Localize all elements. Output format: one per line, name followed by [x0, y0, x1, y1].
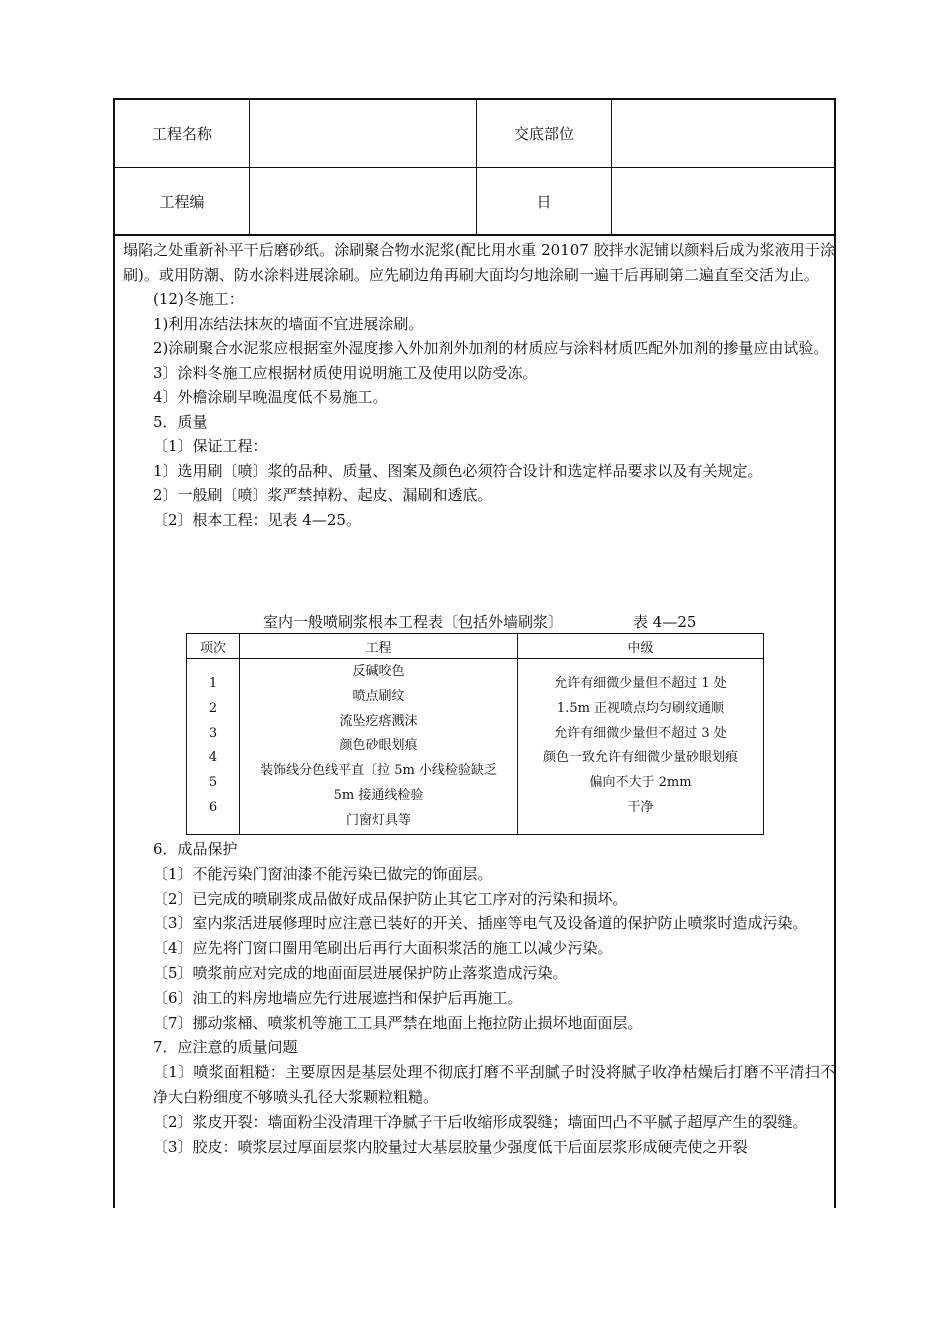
paragraph: 〔1〕保证工程：: [153, 437, 268, 455]
spec-index: 1: [208, 676, 218, 691]
spec-header-grade: 中级: [627, 640, 654, 656]
paragraph: (12)冬施工：: [153, 290, 244, 308]
spec-item-list: [240, 660, 517, 834]
table-title: 室内一般喷刷浆根本工程表〔包括外墙刷浆〕: [263, 613, 564, 631]
section-heading: 7．应注意的质量问题: [153, 1038, 298, 1057]
spec-item: 5m 接通线检验: [333, 787, 424, 803]
spec-item: 喷点刷纹: [352, 688, 405, 704]
project-name-value[interactable]: [250, 100, 476, 167]
spec-grade: 允许有细微少量但不超过 3 处: [554, 725, 727, 741]
paragraph: 〔7〕挪动浆桶、喷浆机等施工工具严禁在地面上拖拉防止损坏地面面层。: [153, 1013, 643, 1032]
spec-grade: 1.5m 正视喷点均匀刷纹通顺: [556, 700, 725, 716]
paragraph: 〔4〕应先将门窗口圈用笔刷出后再行大面积浆活的施工以减少污染。: [153, 939, 613, 958]
spec-grade: 允许有细微少量但不超过 1 处: [554, 676, 727, 691]
location-value[interactable]: [612, 100, 836, 167]
section-heading: 5．质量: [153, 412, 208, 431]
spec-item: 颜色砂眼划痕: [339, 738, 418, 754]
paragraph: 〔3〕胶皮：喷浆层过厚面层浆内胶量过大基层胶量少强度低干后面层浆形成硬壳使之开裂: [153, 1137, 748, 1156]
paragraph: 〔2〕已完成的喷刷浆成品做好成品保护防止其它工序对的污染和损坏。: [153, 889, 628, 908]
paragraph: 〔1〕喷浆面粗糙：主要原因是基层处理不彻底打磨不平刮腻子时没将腻子收净枯燥后打磨不平清扫不净大白粉细度不够喷头孔径大浆颗粒粗糙。: [153, 1063, 835, 1106]
spec-item: 门窗灯具等: [345, 812, 411, 828]
body-text: [123, 238, 835, 532]
header-table: [115, 100, 836, 236]
date-label: 日: [536, 192, 552, 211]
project-name-label: 工程名称: [151, 125, 212, 143]
project-no-label: 工程编: [159, 192, 205, 211]
spec-index: 3: [208, 725, 218, 741]
spec-header-index: 项次: [199, 640, 226, 656]
spec-index: 5: [208, 775, 218, 791]
spec-index: 6: [208, 799, 218, 815]
section-heading: 6．成品保护: [153, 840, 238, 858]
spec-index: 2: [208, 700, 218, 716]
table-caption: [263, 611, 696, 632]
project-no-value[interactable]: [250, 168, 476, 234]
spec-index-list: [187, 672, 239, 821]
spec-grade: 干净: [627, 799, 654, 815]
location-label: 交底部位: [513, 125, 574, 143]
paragraph: 2)涂刷聚合水泥浆应根据室外湿度掺入外加剂外加剂的材质应与涂料材质匹配外加剂的掺量应由试验。: [153, 339, 829, 357]
date-value[interactable]: [612, 168, 836, 234]
spec-item: 反碱咬色: [352, 664, 405, 679]
paragraph: 1〕选用刷〔喷〕浆的品种、质量、图案及颜色必须符合设计和选定样品要求以及有关规定。: [153, 461, 763, 480]
paragraph: 〔2〕浆皮开裂：墙面粉尘没清理干净腻子干后收缩形成裂缝；墙面凹凸不平腻子超厚产生的裂缝。: [153, 1112, 808, 1131]
paragraph: 3〕涂料冬施工应根据材质使用说明施工及使用以防受冻。: [153, 363, 538, 382]
table-number: 表 4—25: [633, 613, 697, 631]
spec-item: 装饰线分色线平直〔拉 5m 小线检验缺乏: [260, 763, 497, 779]
spec-grade: 偏向不大于 2mm: [589, 775, 692, 791]
paragraph: 4〕外檐涂刷早晚温度低不易施工。: [153, 388, 388, 406]
document-frame: [113, 98, 836, 1208]
paragraph: 〔5〕喷浆前应对完成的地面面层进展保护防止落浆造成污染。: [153, 963, 568, 982]
spec-header-item: 工程: [365, 640, 392, 656]
spec-col-item: [240, 634, 517, 834]
spec-grade-list: [518, 672, 763, 821]
paragraph: 2〕一般刷〔喷〕浆严禁掉粉、起皮、漏刷和透底。: [153, 486, 493, 504]
spec-item: 流坠疙瘩溅沫: [339, 713, 418, 729]
paragraph: 1)利用冻结法抹灰的墙面不宜进展涂刷。: [153, 314, 424, 333]
paragraph: 〔2〕根本工程：见表 4—25。: [153, 510, 361, 529]
spec-col-grade: [518, 634, 763, 834]
lower-text: [123, 837, 835, 1159]
spec-grade: 颜色一致允许有细微少量砂眼划痕: [542, 750, 738, 766]
paragraph: 塌陷之处重新补平干后磨砂纸。涂刷聚合物水泥浆(配比用水重 20107 胶拌水泥铺以颜料后成为浆液用于涂刷)。或用防潮、防水涂料进展涂刷。应先刷边角再刷大面均匀地涂刷一遍干后再刷第二遍直至交活为止。: [123, 241, 835, 284]
spec-col-index: [187, 634, 239, 834]
paragraph: 〔6〕油工的料房地墙应先行进展遮挡和保护后再施工。: [153, 988, 523, 1007]
spec-table: [186, 633, 764, 835]
paragraph: 〔3〕室内浆活进展修理时应注意已装好的开关、插座等电气及设备道的保护防止喷浆时造成污染。: [153, 914, 808, 933]
paragraph: 〔1〕不能污染门窗油漆不能污染已做完的饰面层。: [153, 864, 493, 883]
spec-index: 4: [208, 750, 218, 766]
